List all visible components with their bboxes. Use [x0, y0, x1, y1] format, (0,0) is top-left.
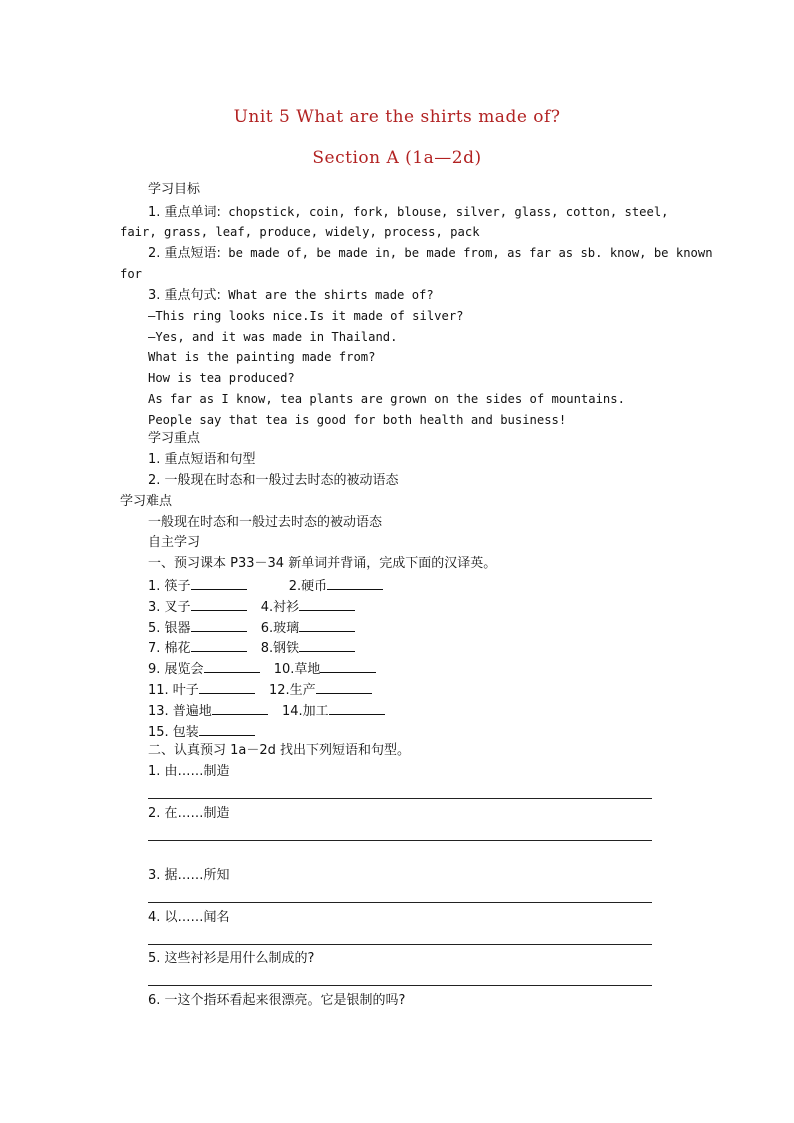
- phrase-prompt: 5. 这些衬衫是用什么制成的?: [148, 951, 315, 966]
- word-prompt: 15. 包装: [148, 725, 199, 740]
- word-prompt: 1. 筷子: [148, 579, 191, 594]
- page-title: Unit 5 What are the shirts made of?: [233, 107, 561, 127]
- word-row: [148, 681, 372, 699]
- answer-line[interactable]: [148, 985, 652, 986]
- answer-line[interactable]: [148, 840, 652, 841]
- answer-blank[interactable]: [327, 577, 383, 590]
- key-point-item: 1. 重点短语和句型: [148, 452, 256, 467]
- vocab-line: [148, 204, 669, 221]
- answer-blank[interactable]: [316, 681, 372, 694]
- sentence: —Yes, and it was made in Thailand.: [148, 330, 398, 344]
- word-row: [148, 723, 255, 741]
- sentence: —This ring looks nice.Is it made of silver?: [148, 309, 464, 323]
- word-prompt: 6.玻璃: [260, 621, 300, 636]
- word-prompt: 11. 叶子: [148, 683, 199, 698]
- word-prompt: 8.钢铁: [260, 641, 300, 656]
- answer-blank[interactable]: [299, 639, 355, 652]
- word-prompt: 7. 棉花: [148, 641, 191, 656]
- phrase-prompt: 2. 在……制造: [148, 806, 230, 821]
- answer-blank[interactable]: [320, 660, 376, 673]
- word-prompt: 4.衬衫: [260, 600, 300, 615]
- answer-blank[interactable]: [199, 681, 255, 694]
- difficulties-heading: 学习难点: [120, 494, 173, 509]
- word-prompt: 9. 展览会: [148, 662, 204, 677]
- sentence: As far as I know, tea plants are grown on the sides of mountains.: [148, 392, 625, 406]
- word-prompt: 13. 普遍地: [148, 704, 212, 719]
- answer-blank[interactable]: [299, 598, 355, 611]
- word-row: [148, 660, 376, 678]
- word-prompt: 5. 银器: [148, 621, 191, 636]
- word-prompt: 14.加工: [281, 704, 329, 719]
- sentence: What is the painting made from?: [148, 350, 376, 364]
- phrase-prompt: 1. 由……制造: [148, 764, 230, 779]
- phrase-prompt: 6. 一这个指环看起来很漂亮。它是银制的吗?: [148, 993, 406, 1008]
- answer-blank[interactable]: [191, 577, 247, 590]
- answer-blank[interactable]: [204, 660, 260, 673]
- key-point-item: 2. 一般现在时态和一般过去时态的被动语态: [148, 473, 399, 488]
- word-prompt: 12.生产: [268, 683, 316, 698]
- word-row: [148, 577, 383, 595]
- phrases-label: 2. 重点短语:: [148, 246, 221, 261]
- vocab-words-1: chopstick, coin, fork, blouse, silver, glass, cotton, steel,: [228, 205, 669, 219]
- answer-blank[interactable]: [191, 619, 247, 632]
- phrases-line: [148, 245, 713, 262]
- part1-instruction: 一、预习课本 P33－34 新单词并背诵，完成下面的汉译英。: [148, 556, 497, 571]
- phrase-prompt: 4. 以……闻名: [148, 910, 230, 925]
- answer-line[interactable]: [148, 944, 652, 945]
- word-row: [148, 639, 355, 657]
- vocab-label: 1. 重点单词:: [148, 205, 221, 220]
- sentence-first: What are the shirts made of?: [228, 288, 434, 302]
- word-row: [148, 619, 355, 637]
- vocab-words-2: fair, grass, leaf, produce, widely, process, pack: [120, 225, 480, 239]
- sentences-label: 3. 重点句式:: [148, 288, 221, 303]
- part2-instruction: 二、认真预习 1a－2d 找出下列短语和句型。: [148, 743, 411, 758]
- answer-blank[interactable]: [199, 723, 255, 736]
- key-points-heading: 学习重点: [148, 431, 201, 446]
- phrase-prompt: 3. 据……所知: [148, 868, 230, 883]
- answer-line[interactable]: [148, 798, 652, 799]
- sentence: How is tea produced?: [148, 371, 295, 385]
- section-subtitle: Section A (1a—2d): [312, 148, 482, 168]
- word-prompt: 10.草地: [273, 662, 321, 677]
- word-prompt: 2.硬币: [288, 579, 328, 594]
- sentences-line: [148, 287, 434, 304]
- word-prompt: 3. 叉子: [148, 600, 191, 615]
- answer-blank[interactable]: [191, 639, 247, 652]
- answer-line[interactable]: [148, 902, 652, 903]
- answer-blank[interactable]: [329, 702, 385, 715]
- answer-blank[interactable]: [212, 702, 268, 715]
- word-row: [148, 702, 385, 720]
- difficulties-text: 一般现在时态和一般过去时态的被动语态: [148, 515, 383, 530]
- self-study-heading: 自主学习: [148, 535, 201, 550]
- answer-blank[interactable]: [299, 619, 355, 632]
- phrases-words-2: for: [120, 267, 143, 281]
- answer-blank[interactable]: [191, 598, 247, 611]
- word-row: [148, 598, 355, 616]
- sentence: People say that tea is good for both health and business!: [148, 413, 567, 427]
- objectives-heading: 学习目标: [148, 182, 201, 197]
- phrases-words-1: be made of, be made in, be made from, as far as sb. know, be known: [228, 246, 713, 260]
